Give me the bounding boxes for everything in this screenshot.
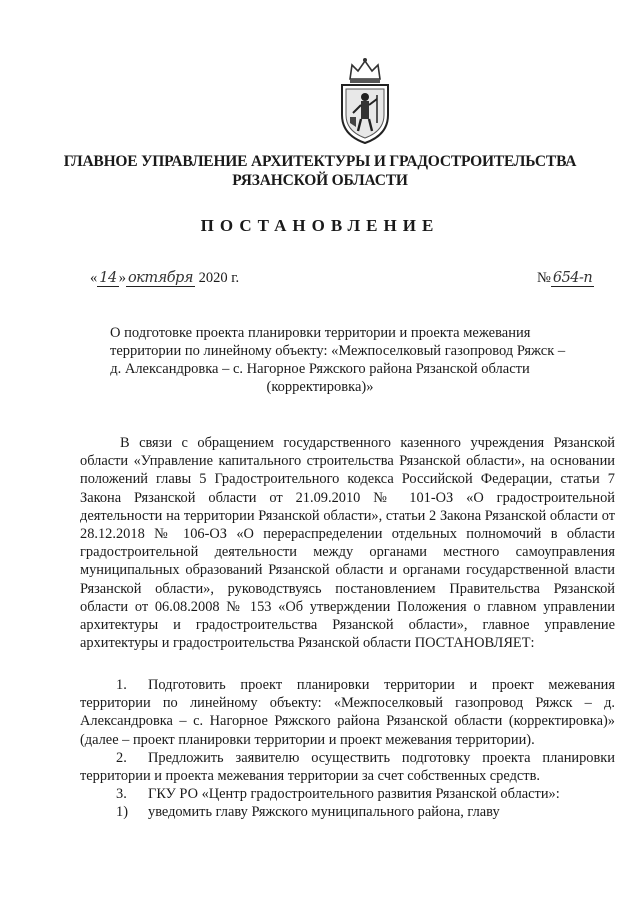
document-title: ПОСТАНОВЛЕНИЕ bbox=[200, 216, 440, 235]
item-number: 1) bbox=[116, 804, 128, 821]
date-year: 2020 г. bbox=[198, 270, 240, 286]
list-item bbox=[80, 785, 615, 803]
item-text: Предложить заявителю осуществить подготовку проекта планировки территории и проекта межевания территории за счет собственных средств. bbox=[80, 749, 615, 785]
date-open-quote: « bbox=[90, 270, 98, 286]
coat-of-arms-icon bbox=[336, 57, 394, 145]
document-subject bbox=[110, 324, 566, 396]
date-day: 14 bbox=[99, 270, 117, 286]
item-number: 2. bbox=[116, 749, 127, 766]
item-text: уведомить главу Ряжского муниципального района, главу bbox=[148, 804, 500, 821]
item-text: ГКУ РО «Центр градостроительного развития Рязанской области»: bbox=[148, 786, 560, 803]
date-month: октября bbox=[127, 270, 193, 286]
subject-line: (корректировка)» bbox=[266, 379, 374, 395]
organization-region: РЯЗАНСКОЙ ОБЛАСТИ bbox=[232, 172, 408, 189]
number-prefix: № bbox=[537, 270, 551, 286]
document-number bbox=[537, 270, 594, 287]
resolution-items bbox=[80, 676, 615, 822]
organization-name: ГЛАВНОЕ УПРАВЛЕНИЕ АРХИТЕКТУРЫ И ГРАДОСТРОИТЕЛЬСТВА bbox=[63, 153, 577, 170]
list-item bbox=[80, 749, 615, 785]
list-item bbox=[80, 676, 615, 749]
list-item bbox=[80, 803, 615, 821]
date-close-quote: » bbox=[118, 270, 126, 286]
document-date bbox=[90, 270, 239, 287]
subject-line: территории по линейному объекту: «Межпоселковый газопровод Ряжск – bbox=[110, 343, 566, 359]
number-value: 654-п bbox=[552, 270, 593, 286]
item-text: Подготовить проект планировки территории и проект межевания территории по линейному объекту: «Межпоселковый газопровод Ряжск – д. Александровка – с. Нагорное Ряжского района Рязанской области (корректировка)» (далее – проект планировки территории и проект межевания территории). bbox=[80, 677, 615, 748]
subject-line: д. Александровка – с. Нагорное Ряжского района Рязанской области bbox=[110, 361, 530, 377]
subject-line: О подготовке проекта планировки территории и проекта межевания bbox=[110, 325, 531, 341]
item-number: 1. bbox=[116, 677, 127, 693]
item-number: 3. bbox=[116, 786, 127, 803]
preamble-paragraph: В связи с обращением государственного казенного учреждения Рязанской области «Управление капитального строительства Рязанской области», на основании положений главы 5 Градостроительного кодекса Российской Федерации, статьи 7 Закона Рязанской области от 21.09.2010 № 101-ОЗ «О градостроительной деятельности на территории Рязанской области», статьи 2 Закона Рязанской области от 28.12.2018 № 106-ОЗ «О перераспределении отдельных полномочий в области градостроительной деятельности между органами местного самоуправления муниципальных образований Рязанской области и органами государственной власти Рязанской области», руководствуясь постановлением Правительства Рязанской области от 06.08.2008 № 153 «Об утверждении Положения о главном управлении архитектуры и градостроительства Рязанской области», главное управление архитектуры и градостроительства Рязанской области ПОСТАНОВЛЯЕТ: bbox=[80, 435, 615, 652]
